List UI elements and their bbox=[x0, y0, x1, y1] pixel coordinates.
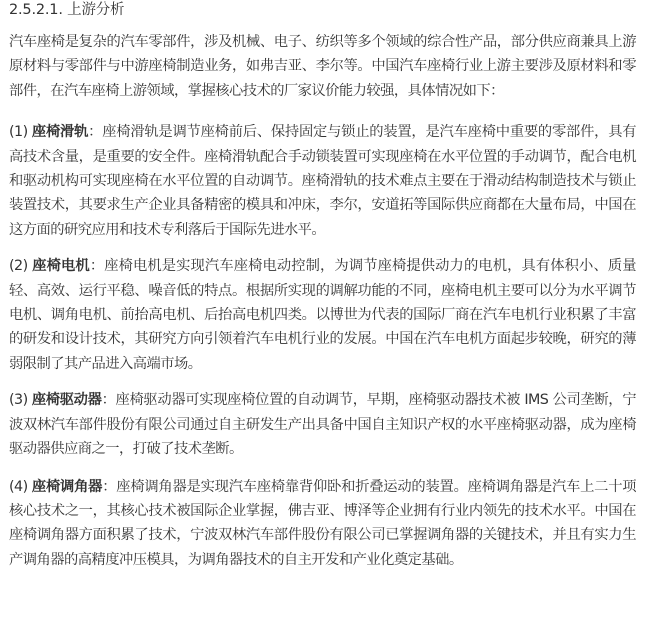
item-term: 座椅滑轨 bbox=[31, 124, 89, 141]
item-paragraph-seat-actuator bbox=[9, 388, 636, 461]
item-paragraph-seat-rail bbox=[9, 120, 636, 242]
section-heading: 2.5.2.1. 上游分析 bbox=[9, 2, 125, 18]
item-term: 座椅调角器 bbox=[31, 478, 103, 495]
item-term: 座椅电机 bbox=[32, 258, 90, 275]
item-body: ：座椅调角器是实现汽车座椅靠背仰卧和折叠运动的装置。座椅调角器是汽车上二十项核心技术之一，其核心技术被国际企业掌握，佛吉亚、博泽等企业拥有行业内领先的技术水平。中国在座椅调角器方面积累了技术，宁波双林汽车部件股份有限公司已掌握调角器的关键技术，并且有实力生产调角器的高精度冲压模具，为调角器技术的自主开发和产业化奠定基础。 bbox=[9, 478, 636, 568]
item-index: (1) bbox=[9, 124, 28, 141]
item-term: 座椅驱动器 bbox=[31, 392, 102, 409]
item-paragraph-seat-recliner bbox=[9, 475, 636, 573]
intro-paragraph: 汽车座椅是复杂的汽车零部件，涉及机械、电子、纺织等多个领域的综合性产品，部分供应商兼具上游原材料与零部件与中游座椅制造业务，如弗吉亚、李尔等。中国汽车座椅行业上游主要涉及原材料和零部件，在汽车座椅上游领域，掌握核心技术的厂家议价能力较强，具体情况如下： bbox=[9, 34, 636, 99]
item-index: (3) bbox=[9, 392, 28, 409]
item-index: (2) bbox=[9, 258, 28, 275]
item-body: ：座椅电机是实现汽车座椅电动控制，为调节座椅提供动力的电机，具有体积小、质量轻、高效、运行平稳、噪音低的特点。根据所实现的调解功能的不同，座椅电机主要可以分为水平调节电机、调角电机、前抬高电机、后抬高电机四类。以博世为代表的国际厂商在汽车电机行业积累了丰富的研发和设计技术，其研究方向引领着汽车电机行业的发展。中国在汽车电机方面起步较晚，研究的薄弱限制了其产品进入高端市场。 bbox=[9, 258, 636, 372]
item-body: ：座椅滑轨是调节座椅前后、保持固定与锁止的装置，是汽车座椅中重要的零部件，具有高技术含量，是重要的安全件。座椅滑轨配合手动锁装置可实现座椅在水平位置的手动调节，配合电机和驱动机构可实现座椅在水平位置的自动调节。座椅滑轨的技术难点主要在于滑动结构制造技术与锁止装置技术，其要求生产企业具备精密的模具和冲床，李尔，安道拓等国际供应商都在大量布局，中国在这方面的研究应用和技术专利落后于国际先进水平。 bbox=[9, 124, 637, 238]
item-paragraph-seat-motor bbox=[9, 254, 636, 376]
item-index: (4) bbox=[9, 478, 28, 495]
item-body: ：座椅驱动器可实现座椅位置的自动调节，早期，座椅驱动器技术被 IMS 公司垄断，宁波双林汽车部件股份有限公司通过自主研发生产出具备中国自主知识产权的水平座椅驱动器，成为座椅驱动器供应商之一，打破了技术垄断。 bbox=[9, 392, 636, 458]
